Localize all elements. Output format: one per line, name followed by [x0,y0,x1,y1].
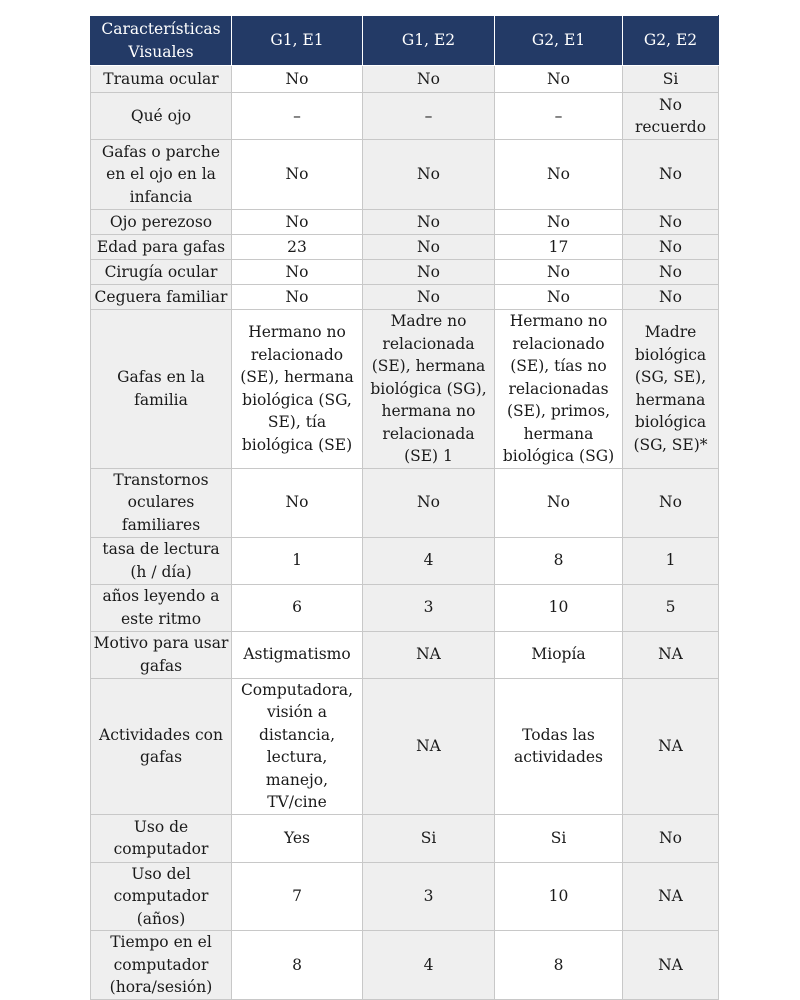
cell-g2-e2: No [623,814,719,862]
row-label: Ceguera familiar [91,285,232,310]
cell-g1-e1: No [232,285,363,310]
cell-g1-e2: No [363,66,495,93]
cell-g2-e2: 1 [623,537,719,584]
header-g2-e2: G2, E2 [623,16,719,66]
cell-g1-e1: No [232,468,363,537]
cell-g2-e1: No [495,260,623,285]
cell-g1-e2: Madre no relacionada (SE), hermana biológica (SG), hermana no relacionada (SE) 1 [363,310,495,469]
row-label: Ojo perezoso [91,210,232,235]
cell-g1-e1: 6 [232,584,363,631]
cell-g2-e1: No [495,285,623,310]
table-row [91,310,719,469]
cell-g2-e1: No [495,140,623,210]
cell-g1-e1: 8 [232,931,363,1000]
cell-g1-e2: NA [363,678,495,814]
cell-g1-e1: Computadora, visión a distancia, lectura, manejo, TV/cine [232,678,363,814]
cell-g1-e2: – [363,93,495,140]
row-label: Cirugía ocular [91,260,232,285]
cell-g2-e2: No [623,285,719,310]
row-label: Qué ojo [91,93,232,140]
cell-g2-e1: No [495,468,623,537]
cell-g1-e2: No [363,235,495,260]
cell-g1-e2: 4 [363,931,495,1000]
table-row [91,260,719,285]
table-row [91,285,719,310]
cell-g1-e1: Yes [232,814,363,862]
cell-g1-e1: – [232,93,363,140]
cell-g2-e1: Hermano no relacionado (SE), tías no relacionadas (SE), primos, hermana biológica (SG) [495,310,623,469]
cell-g1-e2: No [363,285,495,310]
cell-g2-e1: Si [495,814,623,862]
table-row [91,814,719,862]
cell-g1-e1: No [232,66,363,93]
table-row [91,678,719,814]
cell-g2-e1: 8 [495,537,623,584]
row-label: Trauma ocular [91,66,232,93]
header-g2-e1: G2, E1 [495,16,623,66]
row-label: Uso del computador (años) [91,862,232,931]
cell-g1-e1: 1 [232,537,363,584]
cell-g2-e2: NA [623,631,719,678]
cell-g1-e2: No [363,140,495,210]
cell-g2-e2: No [623,260,719,285]
cell-g1-e2: 4 [363,537,495,584]
row-label: Uso de computador [91,814,232,862]
cell-g1-e1: 7 [232,862,363,931]
cell-g2-e1: – [495,93,623,140]
cell-g1-e2: NA [363,631,495,678]
row-label: tasa de lectura (h / día) [91,537,232,584]
cell-g2-e2: NA [623,931,719,1000]
cell-g2-e2: 5 [623,584,719,631]
row-label: Motivo para usar gafas [91,631,232,678]
header-g1-e2: G1, E2 [363,16,495,66]
header-characteristics: Características Visuales [91,16,232,66]
cell-g1-e2: 3 [363,862,495,931]
row-label: Gafas en la familia [91,310,232,469]
row-label: Tiempo en el computador (hora/sesión) [91,931,232,1000]
table-row [91,140,719,210]
cell-g2-e2: No [623,468,719,537]
cell-g2-e2: NA [623,678,719,814]
cell-g1-e1: No [232,260,363,285]
cell-g2-e1: Miopía [495,631,623,678]
cell-g1-e1: Astigmatismo [232,631,363,678]
cell-g2-e1: 8 [495,931,623,1000]
row-label: Actividades con gafas [91,678,232,814]
cell-g2-e1: Todas las actividades [495,678,623,814]
table-row [91,93,719,140]
cell-g2-e2: Si [623,66,719,93]
cell-g2-e1: 10 [495,862,623,931]
cell-g2-e2: Madre biológica (SG, SE), hermana biológica (SG, SE)* [623,310,719,469]
cell-g1-e2: Si [363,814,495,862]
table-row [91,584,719,631]
cell-g2-e2: No [623,235,719,260]
row-label: años leyendo a este ritmo [91,584,232,631]
row-label: Edad para gafas [91,235,232,260]
header-row [91,16,719,66]
table-row [91,862,719,931]
cell-g2-e1: 17 [495,235,623,260]
table-row [91,537,719,584]
cell-g1-e1: No [232,210,363,235]
cell-g2-e1: 10 [495,584,623,631]
cell-g2-e2: NA [623,862,719,931]
cell-g1-e2: No [363,260,495,285]
row-label: Transtornos oculares familiares [91,468,232,537]
visual-characteristics-table [90,15,719,1000]
cell-g1-e1: Hermano no relacionado (SE), hermana biológica (SG, SE), tía biológica (SE) [232,310,363,469]
table-row [91,931,719,1000]
cell-g1-e2: No [363,210,495,235]
cell-g1-e2: 3 [363,584,495,631]
cell-g2-e1: No [495,66,623,93]
table-row [91,468,719,537]
cell-g2-e2: No [623,140,719,210]
cell-g2-e2: No [623,210,719,235]
cell-g1-e1: No [232,140,363,210]
cell-g2-e1: No [495,210,623,235]
table-row [91,631,719,678]
header-g1-e1: G1, E1 [232,16,363,66]
table-row [91,210,719,235]
cell-g1-e1: 23 [232,235,363,260]
row-label: Gafas o parche en el ojo en la infancia [91,140,232,210]
table-row [91,66,719,93]
cell-g1-e2: No [363,468,495,537]
table-row [91,235,719,260]
cell-g2-e2: No recuerdo [623,93,719,140]
